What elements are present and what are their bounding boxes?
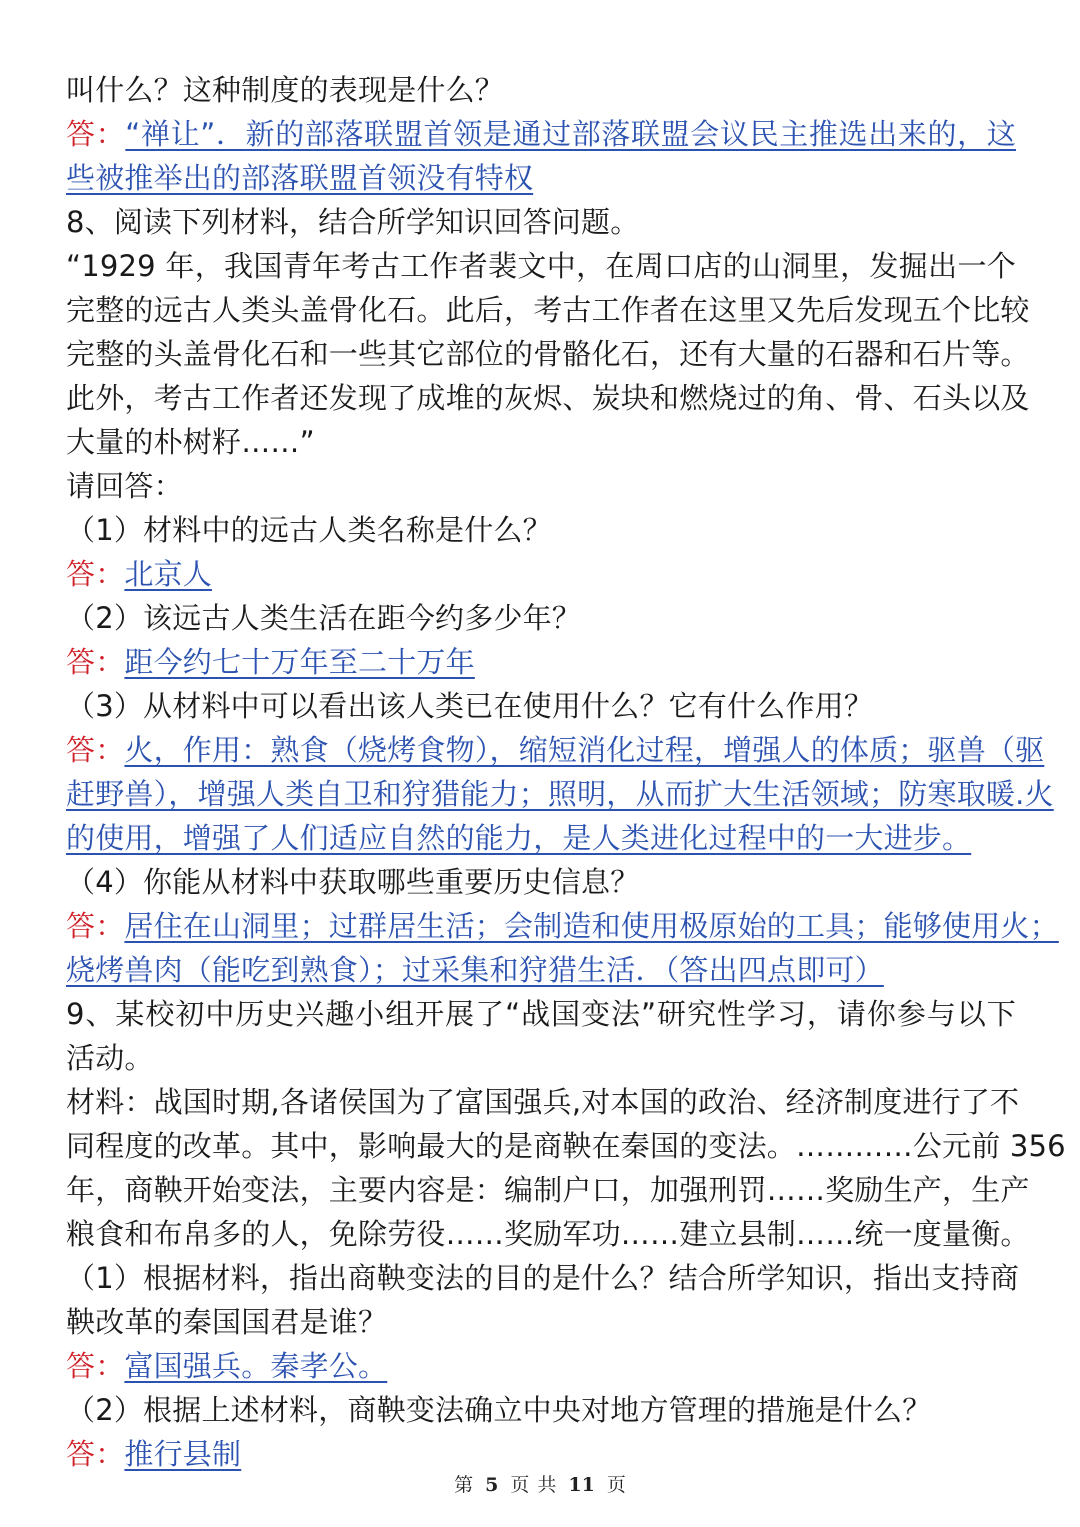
answer-text: 赶野兽），增强人类自卫和狩猎能力；照明，从而扩大生活领域；防寒取暖.火 — [66, 777, 1054, 811]
page-footer — [0, 1470, 1080, 1497]
answer-line — [66, 816, 1016, 860]
answer-line — [66, 772, 1054, 816]
footer-prefix: 第 — [454, 1474, 474, 1496]
material-line: 完整的头盖骨化石和一些其它部位的骨骼化石，还有大量的石器和石片等。 — [66, 337, 1030, 371]
answer-text: 距今约七十万年至二十万年 — [124, 645, 475, 679]
answer-label: 答： — [66, 1349, 125, 1383]
answer-line — [66, 552, 1016, 596]
answer-text: 些被推举出的部落联盟首领没有特权 — [66, 161, 534, 195]
sub-question: （2）根据上述材料，商鞅变法确立中央对地方管理的措施是什么？ — [66, 1393, 932, 1427]
sub-question: 鞅改革的秦国国君是谁？ — [66, 1305, 388, 1339]
answer-text: 的使用，增强了人们适应自然的能力，是人类进化过程中的一大进步。 — [66, 821, 972, 855]
answer-label: 答： — [66, 1437, 125, 1471]
sub-question: （2）该远古人类生活在距今约多少年？ — [66, 601, 582, 635]
answer-text: 富国强兵。秦孝公。 — [124, 1349, 388, 1383]
material-line: 年，商鞅开始变法，主要内容是：编制户口，加强刑罚……奖励生产，生产 — [66, 1173, 1030, 1207]
answer-text: 烧烤兽肉（能吃到熟食）；过采集和狩猎生活．（答出四点即可） — [66, 953, 884, 987]
answer-line — [66, 728, 1045, 772]
sub-question: （3）从材料中可以看出该人类已在使用什么？它有什么作用？ — [66, 689, 874, 723]
material-line: 大量的朴树籽……” — [66, 425, 315, 459]
footer-suffix: 页 — [606, 1474, 626, 1496]
material-line: 同程度的改革。其中，影响最大的是商鞅在秦国的变法。…………公元前 356 — [66, 1129, 1066, 1163]
answer-text: “禅让”．新的部落联盟首领是通过部落联盟会议民主推选出来的，这 — [125, 117, 1016, 151]
question-heading: 8、阅读下列材料，结合所学知识回答问题。 — [66, 205, 640, 239]
footer-mid2: 共 — [537, 1474, 557, 1496]
answer-label: 答： — [66, 909, 125, 943]
material-line: 此外，考古工作者还发现了成堆的灰烬、炭块和燃烧过的角、骨、石头以及 — [66, 381, 1030, 415]
answer-text: 北京人 — [124, 557, 213, 591]
answer-line — [66, 112, 1016, 156]
text-line: 活动。 — [66, 1041, 154, 1075]
answer-line — [66, 948, 1016, 992]
answer-text: 火，作用：熟食（烧烤食物），缩短消化过程，增强人的体质；驱兽（驱 — [124, 733, 1045, 767]
document-body — [66, 68, 1066, 1476]
page-number: 5 — [485, 1474, 499, 1496]
answer-line — [66, 156, 1016, 200]
answer-label: 答： — [66, 645, 125, 679]
material-line: 粮食和布帛多的人，免除劳役……奖励军功……建立县制……统一度量衡。 — [66, 1217, 1030, 1251]
answer-line — [66, 640, 1016, 684]
answer-label: 答： — [66, 557, 125, 591]
material-line: 材料：战国时期,各诸侯国为了富国强兵,对本国的政治、经济制度进行了不 — [66, 1085, 1020, 1119]
sub-question: （4）你能从材料中获取哪些重要历史信息？ — [66, 865, 640, 899]
sub-question: （1）材料中的远古人类名称是什么？ — [66, 513, 552, 547]
footer-mid1: 页 — [510, 1474, 530, 1496]
material-line: 完整的远古人类头盖骨化石。此后，考古工作者在这里又先后发现五个比较 — [66, 293, 1030, 327]
text-line: 请回答： — [66, 469, 183, 503]
answer-label: 答： — [66, 733, 125, 767]
question-heading: 9、某校初中历史兴趣小组开展了“战国变法”研究性学习，请你参与以下 — [66, 997, 1016, 1031]
text-line: 叫什么？这种制度的表现是什么？ — [66, 73, 505, 107]
answer-line — [66, 904, 1059, 948]
answer-label: 答： — [66, 117, 126, 151]
answer-text: 居住在山洞里；过群居生活；会制造和使用极原始的工具；能够使用火； — [124, 909, 1059, 943]
answer-line — [66, 1344, 1016, 1388]
page-total: 11 — [568, 1474, 595, 1496]
sub-question: （1）根据材料，指出商鞅变法的目的是什么？结合所学知识，指出支持商 — [66, 1261, 1020, 1295]
material-line: “1929 年，我国青年考古工作者裴文中，在周口店的山洞里，发掘出一个 — [66, 249, 1016, 283]
answer-text: 推行县制 — [124, 1437, 242, 1471]
